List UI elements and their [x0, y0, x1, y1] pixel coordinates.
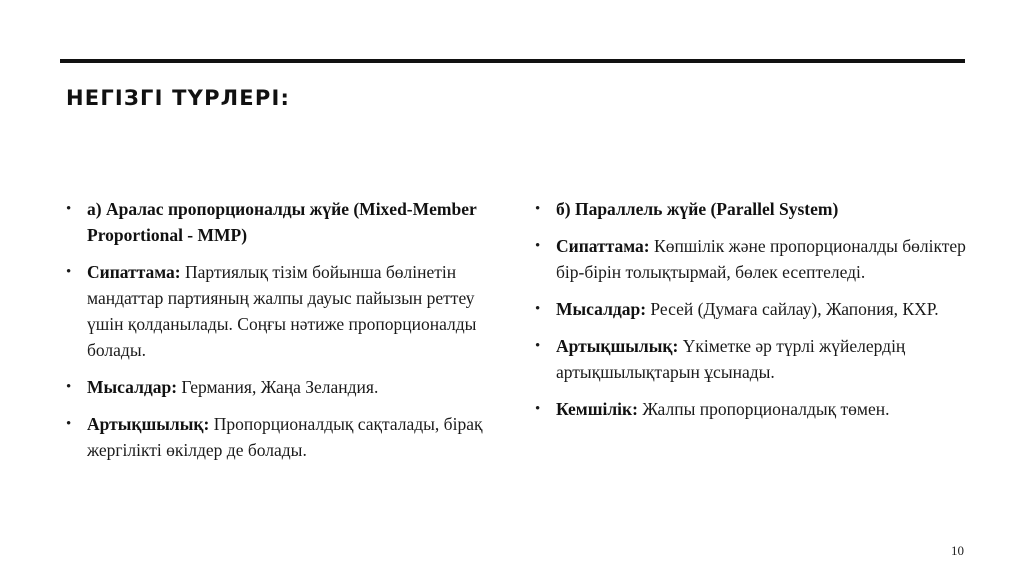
item-text: Партиялық тізім бойынша бөлінетін мандаттар партияның жалпы дауыс пайызын реттеу үшін қолданылады. Соңғы нәтиже пропорционалды болады.: [87, 262, 477, 360]
item-bold: Артықшылық:: [87, 414, 210, 434]
list-item-mmp-heading: [66, 196, 506, 248]
item-text: Үкіметке әр түрлі жүйелердің артықшылықтарын ұсынады.: [556, 336, 906, 382]
item-text: Жалпы пропорционалдық төмен.: [637, 399, 890, 419]
bullet-icon: •: [66, 201, 72, 217]
list-item-disadvantage: [535, 396, 975, 422]
list-item-advantage: [535, 333, 975, 385]
right-bullet-list: [535, 196, 975, 433]
bullet-icon: •: [535, 238, 541, 254]
page-number: 10: [951, 543, 964, 558]
left-bullet-list: [66, 196, 506, 474]
list-item-description: [535, 233, 975, 285]
item-text: Пропорционалдық сақталады, бірақ жергілікті өкілдер де болады.: [87, 414, 483, 460]
item-text: Германия, Жаңа Зеландия.: [177, 377, 379, 397]
item-text: Көпшілік және пропорционалды бөліктер бір-бірін толықтырмай, бөлек есептеледі.: [556, 236, 966, 282]
item-bold: Кемшілік:: [556, 399, 638, 419]
item-bold: Мысалдар:: [556, 299, 647, 319]
bullet-icon: •: [66, 379, 72, 395]
bullet-icon: •: [535, 401, 541, 417]
item-text: Ресей (Думаға сайлау), Жапония, КХР.: [646, 299, 939, 319]
item-bold: б) Параллель жүйе (Parallel System): [556, 199, 839, 219]
list-item-advantage: [66, 411, 506, 463]
bullet-icon: •: [66, 264, 72, 280]
bullet-icon: •: [66, 416, 72, 432]
list-item-examples: [535, 296, 975, 322]
bullet-icon: •: [535, 201, 541, 217]
top-divider-line: [60, 59, 965, 63]
list-item-examples: [66, 374, 506, 400]
item-bold: Мысалдар:: [87, 377, 178, 397]
list-item-description: [66, 259, 506, 363]
bullet-icon: •: [535, 301, 541, 317]
item-bold: а) Аралас пропорционалды жүйе (Mixed-Member Proportional - MMP): [87, 199, 477, 245]
list-item-parallel-heading: [535, 196, 975, 222]
slide-title: НЕГІЗГІ ТҮРЛЕРІ:: [66, 86, 291, 110]
item-bold: Сипаттама:: [556, 236, 650, 256]
bullet-icon: •: [535, 338, 541, 354]
item-bold: Сипаттама:: [87, 262, 181, 282]
item-bold: Артықшылық:: [556, 336, 679, 356]
